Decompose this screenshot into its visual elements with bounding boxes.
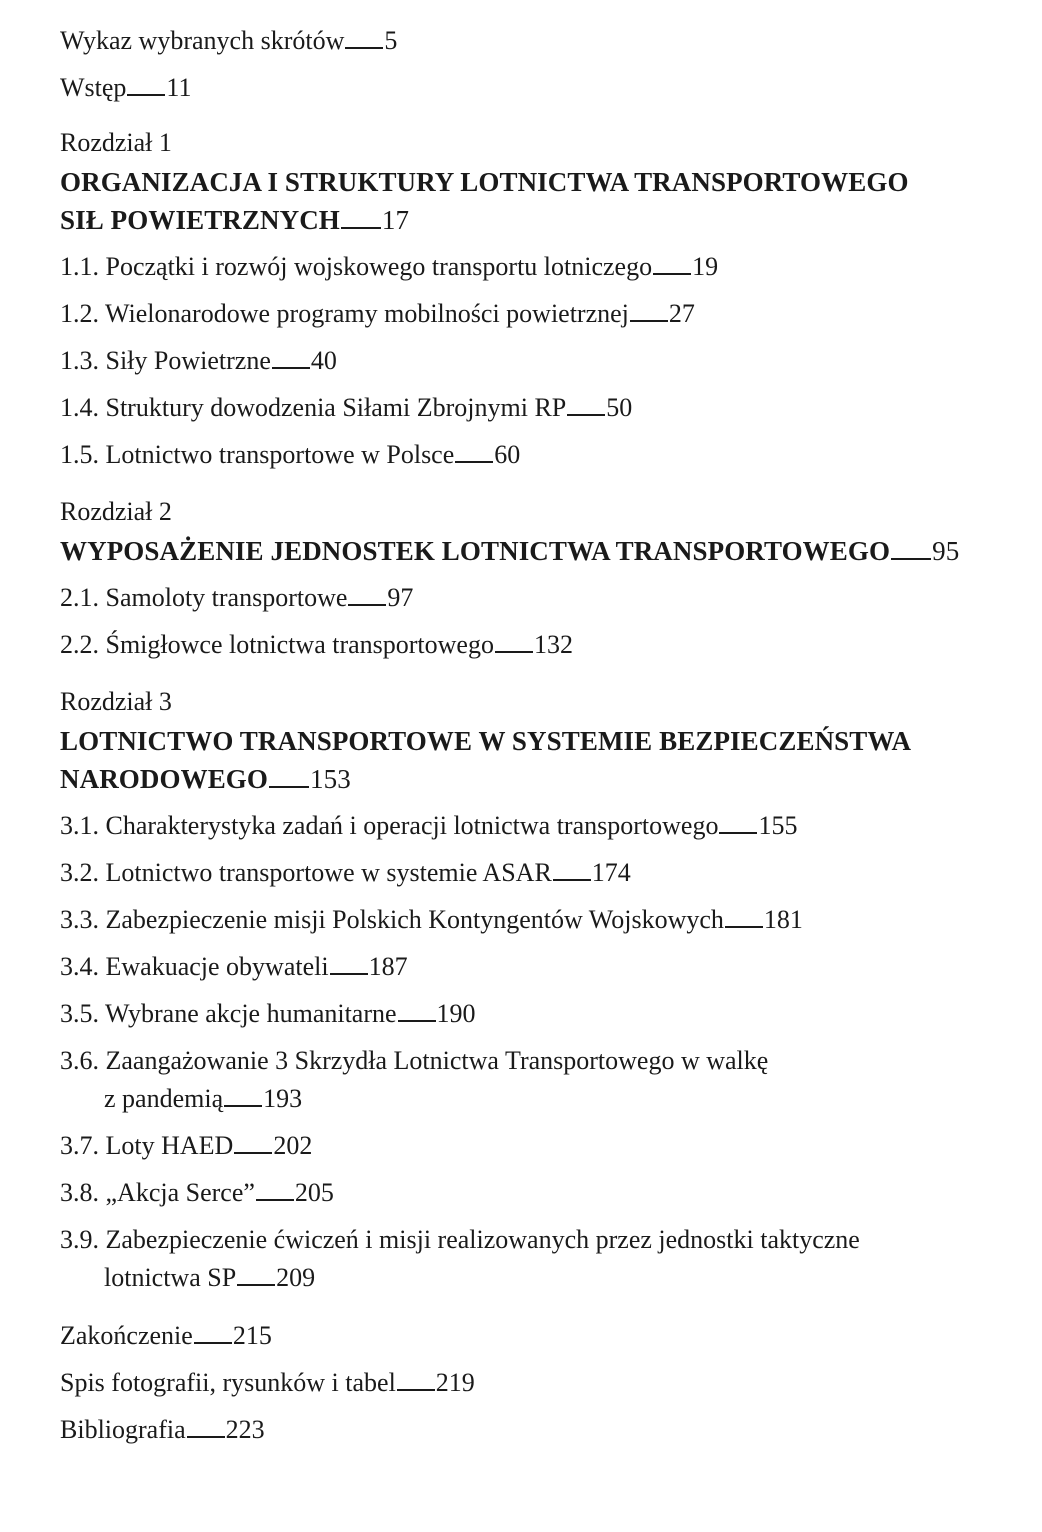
entry-title: Wstęp [60, 73, 127, 102]
entry-title: Wykaz wybranych skrótów [60, 26, 345, 55]
chapter-label: Rozdział 2 [60, 497, 172, 526]
toc-item [60, 1042, 1020, 1118]
item-number: 1.4. [60, 393, 99, 422]
leader-line [330, 951, 368, 975]
toc-item [60, 948, 1020, 986]
item-title: Zabezpieczenie ćwiczeń i misji realizowanych przez jednostki taktyczne [105, 1225, 860, 1254]
leader-line [630, 298, 668, 322]
chapter-title-line: ORGANIZACJA I STRUKTURY LOTNICTWA TRANSPORTOWEGO [60, 167, 909, 197]
toc-item [60, 995, 1020, 1033]
leader-line [725, 904, 763, 928]
leader-line [398, 998, 436, 1022]
item-page: 155 [758, 811, 798, 840]
item-number: 3.8. [60, 1178, 99, 1207]
leader-line [345, 25, 383, 49]
item-title: Struktury dowodzenia Siłami Zbrojnymi RP [105, 393, 567, 422]
item-number: 3.9. [60, 1225, 99, 1254]
leader-line [653, 251, 691, 275]
item-number: 3.1. [60, 811, 99, 840]
item-page: 27 [668, 299, 695, 328]
item-page: 193 [263, 1084, 303, 1113]
item-number: 3.5. [60, 999, 99, 1028]
item-title: Początki i rozwój wojskowego transportu lotniczego [105, 252, 653, 281]
leader-line [567, 392, 605, 416]
toc-entry-list-of-figures [60, 1364, 1020, 1402]
entry-page: 5 [384, 26, 398, 55]
chapter-2 [60, 494, 1020, 664]
item-number: 3.6. [60, 1046, 99, 1075]
item-page: 50 [606, 393, 633, 422]
item-page: 187 [368, 952, 408, 981]
item-number: 3.7. [60, 1131, 99, 1160]
leader-line [237, 1262, 275, 1286]
entry-page: 11 [166, 73, 192, 102]
chapter-title-line: WYPOSAŻENIE JEDNOSTEK LOTNICTWA TRANSPORTOWEGO [60, 536, 891, 566]
entry-title: Spis fotografii, rysunków i tabel [60, 1368, 396, 1397]
toc-item [60, 626, 1020, 664]
leader-line [224, 1083, 262, 1107]
item-number: 3.3. [60, 905, 99, 934]
item-page: 19 [692, 252, 719, 281]
toc-item [60, 579, 1020, 617]
item-number: 2.1. [60, 583, 99, 612]
entry-page: 215 [232, 1321, 272, 1350]
entry-page: 219 [435, 1368, 475, 1397]
item-title-cont-text: z pandemią [104, 1084, 224, 1113]
item-page: 205 [294, 1178, 334, 1207]
leader-line [269, 764, 309, 788]
chapter-3 [60, 684, 1020, 1297]
chapter-label: Rozdział 3 [60, 687, 172, 716]
item-page: 209 [276, 1263, 316, 1292]
item-title-continuation [60, 1080, 1020, 1118]
leader-line [234, 1130, 272, 1154]
leader-line [256, 1177, 294, 1201]
item-title: Śmigłowce lotnictwa transportowego [105, 630, 494, 659]
chapter-title [60, 163, 1020, 239]
toc-item [60, 1221, 1020, 1297]
item-page: 132 [533, 630, 573, 659]
item-page: 97 [387, 583, 414, 612]
toc-item [60, 1127, 1020, 1165]
leader-line [194, 1320, 232, 1344]
toc-item [60, 389, 1020, 427]
leader-line [127, 72, 165, 96]
item-number: 3.2. [60, 858, 99, 887]
entry-title: Bibliografia [60, 1415, 186, 1444]
item-title: „Akcja Serce” [105, 1178, 255, 1207]
leader-line [397, 1367, 435, 1391]
toc-item [60, 1174, 1020, 1212]
item-page: 181 [763, 905, 803, 934]
toc-entry-conclusion [60, 1317, 1020, 1355]
item-number: 1.5. [60, 440, 99, 469]
item-title: Loty HAED [105, 1131, 234, 1160]
leader-line [891, 536, 931, 560]
chapter-page: 95 [932, 536, 960, 566]
entry-page: 223 [225, 1415, 265, 1444]
toc-entry-abbreviations [60, 22, 1020, 60]
toc-item [60, 901, 1020, 939]
toc-item [60, 295, 1020, 333]
item-number: 1.1. [60, 252, 99, 281]
leader-line [341, 205, 381, 229]
item-page: 60 [494, 440, 521, 469]
toc-item [60, 248, 1020, 286]
chapter-page: 153 [310, 764, 351, 794]
chapter-title-line: NARODOWEGO [60, 764, 269, 794]
item-number: 1.2. [60, 299, 99, 328]
table-of-contents [60, 22, 1020, 1449]
toc-item [60, 436, 1020, 474]
toc-item [60, 342, 1020, 380]
leader-line [187, 1414, 225, 1438]
item-title: Ewakuacje obywateli [105, 952, 329, 981]
item-number: 2.2. [60, 630, 99, 659]
item-page: 40 [310, 346, 337, 375]
item-title: Zaangażowanie 3 Skrzydła Lotnictwa Transportowego w walkę [105, 1046, 769, 1075]
chapter-page: 17 [381, 205, 410, 235]
leader-line [455, 439, 493, 463]
item-title-continuation [60, 1259, 1020, 1297]
item-title: Wybrane akcje humanitarne [105, 999, 397, 1028]
chapter-label: Rozdział 1 [60, 128, 172, 157]
item-number: 1.3. [60, 346, 99, 375]
leader-line [553, 857, 591, 881]
item-title: Zabezpieczenie misji Polskich Kontyngentów Wojskowych [105, 905, 724, 934]
leader-line [272, 345, 310, 369]
item-title: Samoloty transportowe [105, 583, 348, 612]
entry-title: Zakończenie [60, 1321, 193, 1350]
item-title: Siły Powietrzne [105, 346, 271, 375]
item-title: Lotnictwo transportowe w systemie ASAR [105, 858, 552, 887]
chapter-title-line: SIŁ POWIETRZNYCH [60, 205, 340, 235]
toc-entry-introduction [60, 69, 1020, 107]
item-page: 174 [591, 858, 631, 887]
item-title: Lotnictwo transportowe w Polsce [105, 440, 455, 469]
leader-line [719, 810, 757, 834]
chapter-title-line: LOTNICTWO TRANSPORTOWE W SYSTEMIE BEZPIECZEŃSTWA [60, 726, 912, 756]
toc-entry-bibliography [60, 1411, 1020, 1449]
chapter-title [60, 722, 1020, 798]
item-title: Wielonarodowe programy mobilności powietrznej [105, 299, 629, 328]
item-title-cont-text: lotnictwa SP [104, 1263, 237, 1292]
item-number: 3.4. [60, 952, 99, 981]
toc-item [60, 854, 1020, 892]
chapter-1 [60, 125, 1020, 474]
toc-item [60, 807, 1020, 845]
leader-line [495, 629, 533, 653]
leader-line [348, 582, 386, 606]
item-title: Charakterystyka zadań i operacji lotnictwa transportowego [105, 811, 719, 840]
item-page: 202 [273, 1131, 313, 1160]
item-page: 190 [436, 999, 476, 1028]
chapter-title [60, 532, 1020, 570]
